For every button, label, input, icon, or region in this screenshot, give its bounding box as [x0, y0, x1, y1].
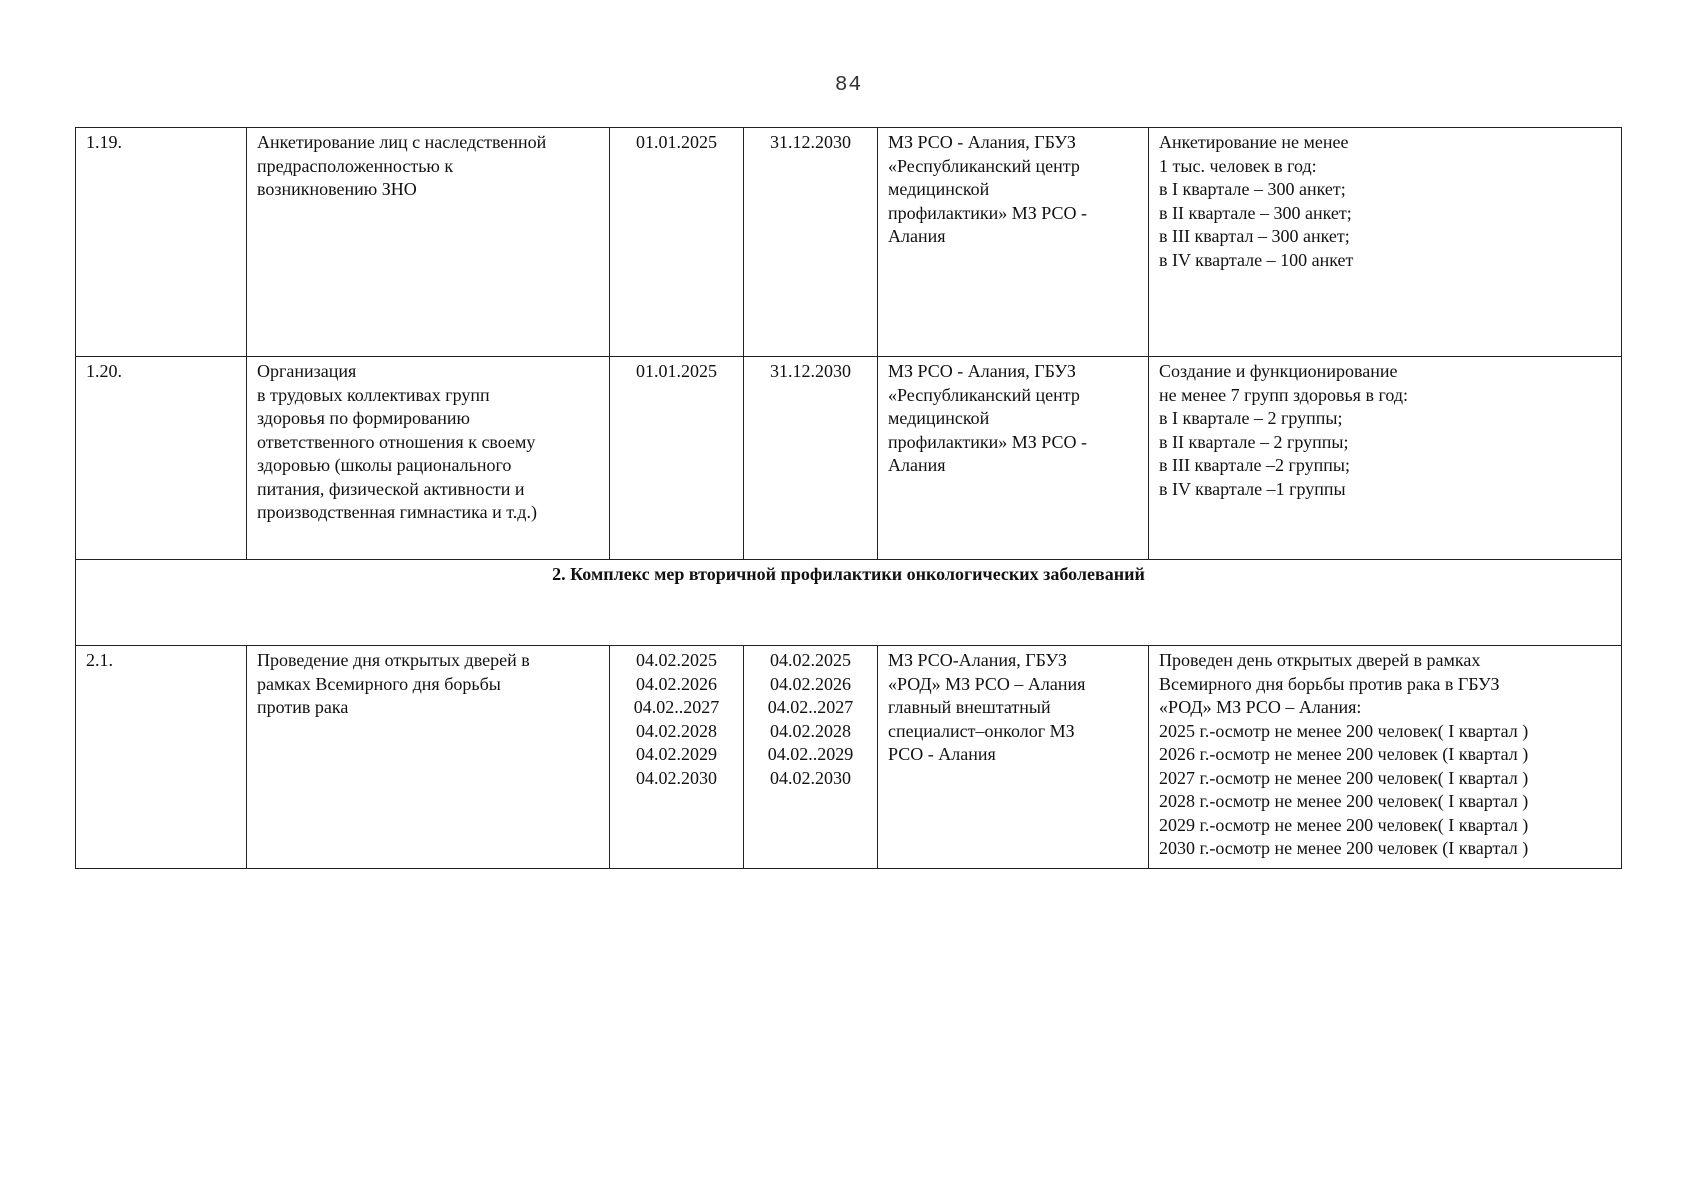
activity-cell: Организация в трудовых коллективах групп здоровья по формированию ответственного отношения к своему здоровью (школы рационального питания, физической активности и производственная гимнастика и т.д.) [247, 357, 610, 560]
activity-cell: Анкетирование лиц с наследственной предрасположенностью к возникновению ЗНО [247, 128, 610, 357]
table-row [76, 128, 1622, 357]
table-row [76, 357, 1622, 560]
end-date-cell: 04.02.2025 04.02.2026 04.02..2027 04.02.2028 04.02..2029 04.02.2030 [744, 646, 878, 869]
row-number: 1.19. [76, 128, 247, 357]
result-cell: Создание и функционирование не менее 7 групп здоровья в год: в I квартале – 2 группы; в II квартале – 2 группы; в III квартале –2 группы; в IV квартале –1 группы [1149, 357, 1622, 560]
activity-cell: Проведение дня открытых дверей в рамках Всемирного дня борьбы против рака [247, 646, 610, 869]
section-row [76, 560, 1622, 646]
page-number: 84 [834, 74, 863, 97]
end-date-cell: 31.12.2030 [744, 357, 878, 560]
start-date-cell: 01.01.2025 [610, 357, 744, 560]
section-title: 2. Комплекс мер вторичной профилактики онкологических заболеваний [76, 560, 1622, 646]
responsible-cell: МЗ РСО - Алания, ГБУЗ «Республиканский центр медицинской профилактики» МЗ РСО - Алания [878, 128, 1149, 357]
table-row [76, 646, 1622, 869]
result-cell: Анкетирование не менее 1 тыс. человек в год: в I квартале – 300 анкет; в II квартале – 300 анкет; в III квартал – 300 анкет; в IV квартале – 100 анкет [1149, 128, 1622, 357]
result-cell: Проведен день открытых дверей в рамках Всемирного дня борьбы против рака в ГБУЗ «РОД» МЗ РСО – Алания: 2025 г.-осмотр не менее 200 человек( I квартал ) 2026 г.-осмотр не менее 200 человек (I квартал ) 2027 г.-осмотр не менее 200 человек( I квартал ) 2028 г.-осмотр не менее 200 человек( I квартал ) 2029 г.-осмотр не менее 200 человек( I квартал ) 2030 г.-осмотр не менее 200 человек (I квартал ) [1149, 646, 1622, 869]
responsible-cell: МЗ РСО - Алания, ГБУЗ «Республиканский центр медицинской профилактики» МЗ РСО - Алания [878, 357, 1149, 560]
row-number: 1.20. [76, 357, 247, 560]
start-date-cell: 01.01.2025 [610, 128, 744, 357]
end-date-cell: 31.12.2030 [744, 128, 878, 357]
responsible-cell: МЗ РСО-Алания, ГБУЗ «РОД» МЗ РСО – Алания главный внештатный специалист–онколог МЗ РСО - Алания [878, 646, 1149, 869]
row-number: 2.1. [76, 646, 247, 869]
activity-plan-table [75, 127, 1622, 869]
start-date-cell: 04.02.2025 04.02.2026 04.02..2027 04.02.2028 04.02.2029 04.02.2030 [610, 646, 744, 869]
